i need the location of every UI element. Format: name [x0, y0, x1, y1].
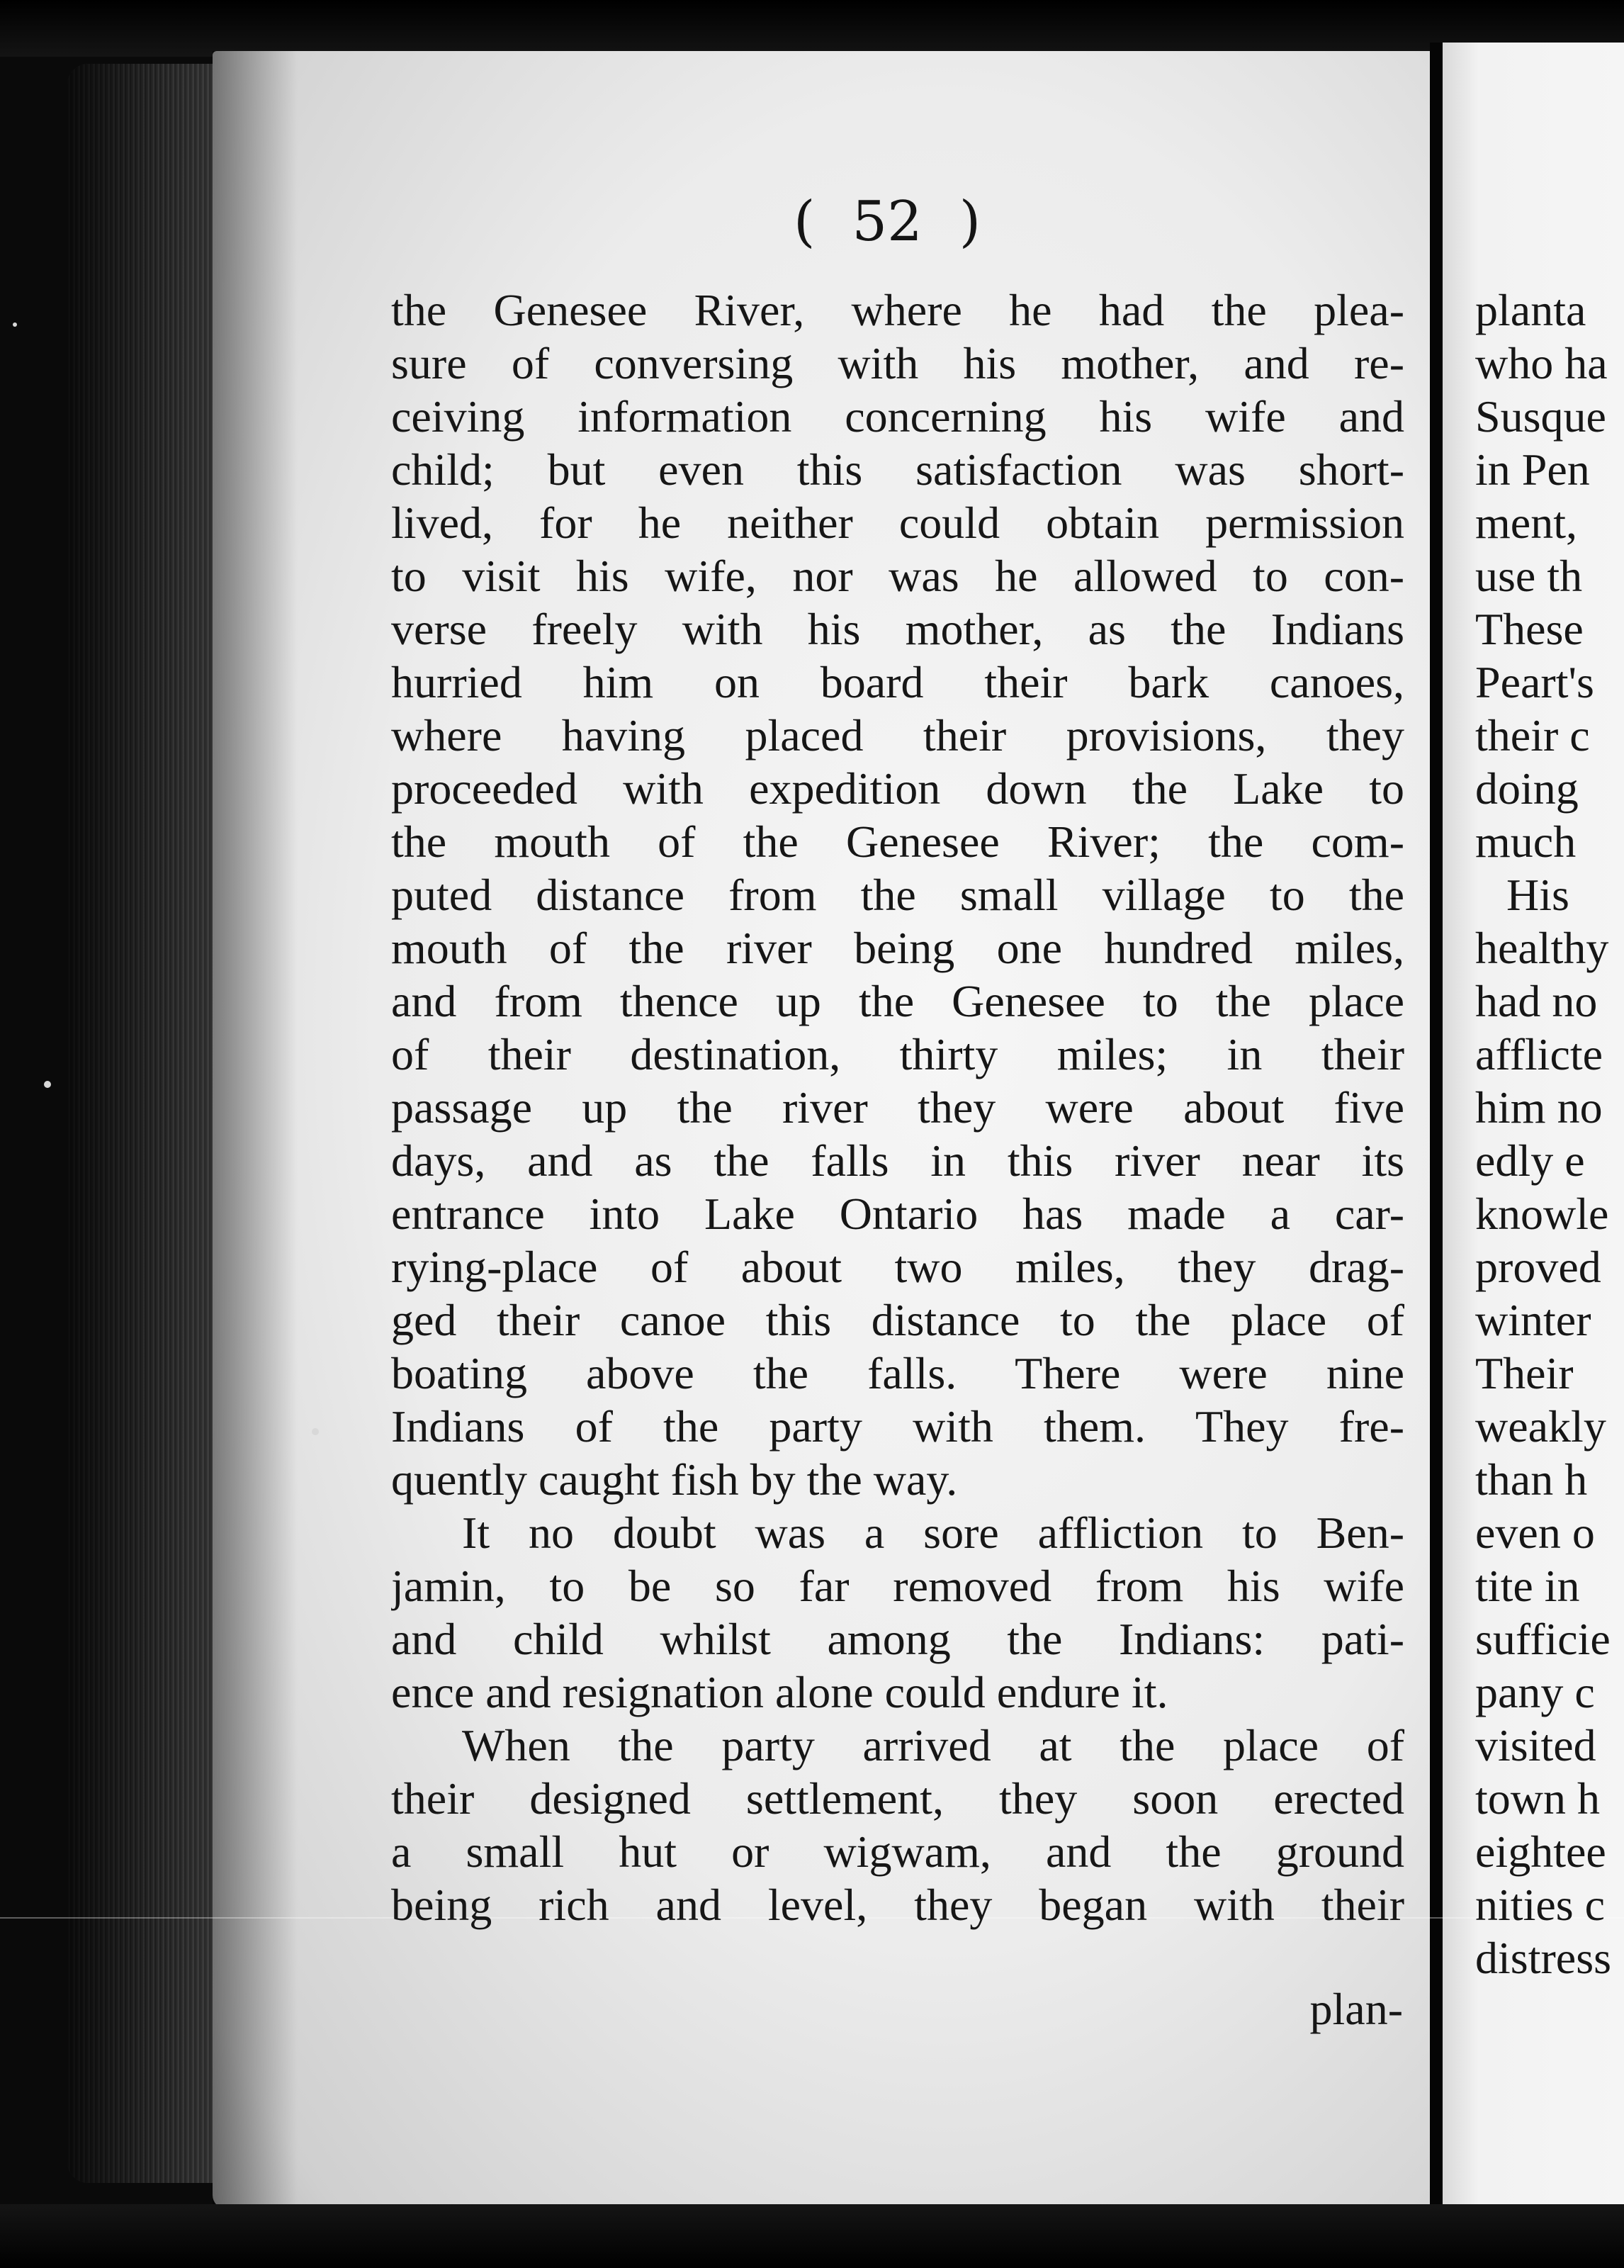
text-line: verse freely with his mother, as the Indians: [391, 604, 1404, 654]
facing-text-line: visited: [1475, 1720, 1596, 1770]
facing-text-line: doing: [1475, 763, 1579, 814]
dust-speck: [312, 1428, 319, 1435]
text-line: Indians of the party with them. They fre-: [391, 1401, 1404, 1452]
facing-text-line: even o: [1475, 1508, 1595, 1558]
page-edge-shadow: [67, 64, 220, 2183]
facing-text-line: weakly: [1475, 1401, 1606, 1452]
text-line: proceeded with expedition down the Lake to: [391, 763, 1404, 814]
text-line: entrance into Lake Ontario has made a car-: [391, 1189, 1404, 1239]
text-line: passage up the river they were about five: [391, 1082, 1404, 1133]
facing-text-line: proved: [1475, 1242, 1601, 1292]
text-line: mouth of the river being one hundred miles,: [391, 923, 1404, 973]
text-line: lived, for he neither could obtain permission: [391, 498, 1404, 548]
catchword: plan-: [1309, 1984, 1403, 2034]
facing-page-text: [1475, 284, 1624, 1984]
facing-text-line: afflicte: [1475, 1029, 1603, 1079]
facing-text-line: sufficie: [1475, 1614, 1611, 1664]
facing-text-line: use th: [1475, 551, 1583, 601]
text-line: When the party arrived at the place of: [462, 1720, 1404, 1770]
page-number-header: [794, 190, 1006, 254]
text-line: ceiving information concerning his wife and: [391, 391, 1404, 442]
text-line: being rich and level, they began with their: [391, 1880, 1404, 1930]
text-line: and child whilst among the Indians: pati-: [391, 1614, 1404, 1664]
text-line: the Genesee River, where he had the plea-: [391, 285, 1404, 335]
scan-frame-top: [0, 0, 1624, 57]
facing-text-line: winter: [1475, 1295, 1591, 1345]
book-gutter: [1430, 43, 1443, 2211]
page-binding-shadow: [213, 51, 298, 2209]
facing-text-line: him no: [1475, 1082, 1603, 1133]
scan-frame-bottom: [0, 2204, 1624, 2268]
text-line: ged their canoe this distance to the place of: [391, 1295, 1404, 1345]
facing-text-line: planta: [1475, 285, 1586, 335]
facing-text-line: edly e: [1475, 1135, 1585, 1186]
text-line: quently caught fish by the way.: [391, 1454, 958, 1505]
facing-text-line: eightee: [1475, 1826, 1606, 1877]
facing-text-line: who ha: [1475, 338, 1608, 388]
text-line: sure of conversing with his mother, and re-: [391, 338, 1404, 388]
facing-text-line: than h: [1475, 1454, 1588, 1505]
text-line: their designed settlement, they soon erected: [391, 1773, 1404, 1824]
facing-text-line: pany c: [1475, 1667, 1595, 1717]
facing-text-line: knowle: [1475, 1189, 1609, 1239]
facing-text-line: their c: [1475, 710, 1590, 760]
facing-text-line: much: [1475, 816, 1577, 867]
text-line: It no doubt was a sore affliction to Ben-: [462, 1508, 1404, 1558]
body-text: [391, 284, 1404, 1931]
facing-text-line: healthy: [1475, 923, 1609, 973]
text-line: days, and as the falls in this river near its: [391, 1135, 1404, 1186]
text-line: where having placed their provisions, they: [391, 710, 1404, 760]
facing-text-line: Peart's: [1475, 657, 1594, 707]
text-line: ence and resignation alone could endure it.: [391, 1667, 1168, 1717]
facing-text-line: tite in: [1475, 1561, 1580, 1611]
text-line: the mouth of the Genesee River; the com-: [391, 816, 1404, 867]
text-line: a small hut or wigwam, and the ground: [391, 1826, 1404, 1877]
page-number: 52: [852, 190, 923, 254]
text-line: puted distance from the small village to the: [391, 870, 1404, 920]
text-line: boating above the falls. There were nine: [391, 1348, 1404, 1398]
text-line: of their destination, thirty miles; in their: [391, 1029, 1404, 1079]
facing-text-line: Their: [1475, 1348, 1574, 1398]
facing-text-line: distress: [1475, 1933, 1611, 1983]
dust-speck: [44, 1081, 51, 1088]
header-close-paren: ): [959, 190, 981, 254]
text-line: child; but even this satisfaction was short-: [391, 444, 1404, 495]
dust-speck: [13, 322, 17, 327]
facing-text-line: town h: [1475, 1773, 1600, 1824]
facing-text-line: These: [1475, 604, 1584, 654]
facing-text-line: Susque: [1475, 391, 1606, 442]
text-line: and from thence up the Genesee to the place: [391, 976, 1404, 1026]
facing-text-line: His: [1506, 870, 1569, 920]
header-open-paren: (: [794, 190, 816, 254]
facing-text-line: ment,: [1475, 498, 1577, 548]
facing-text-line: had no: [1475, 976, 1598, 1026]
facing-text-line: nities c: [1475, 1880, 1606, 1930]
text-line: rying-place of about two miles, they drag-: [391, 1242, 1404, 1292]
text-line: jamin, to be so far removed from his wife: [391, 1561, 1404, 1611]
facing-text-line: in Pen: [1475, 444, 1590, 495]
text-line: hurried him on board their bark canoes,: [391, 657, 1404, 707]
text-line: to visit his wife, nor was he allowed to con-: [391, 551, 1404, 601]
